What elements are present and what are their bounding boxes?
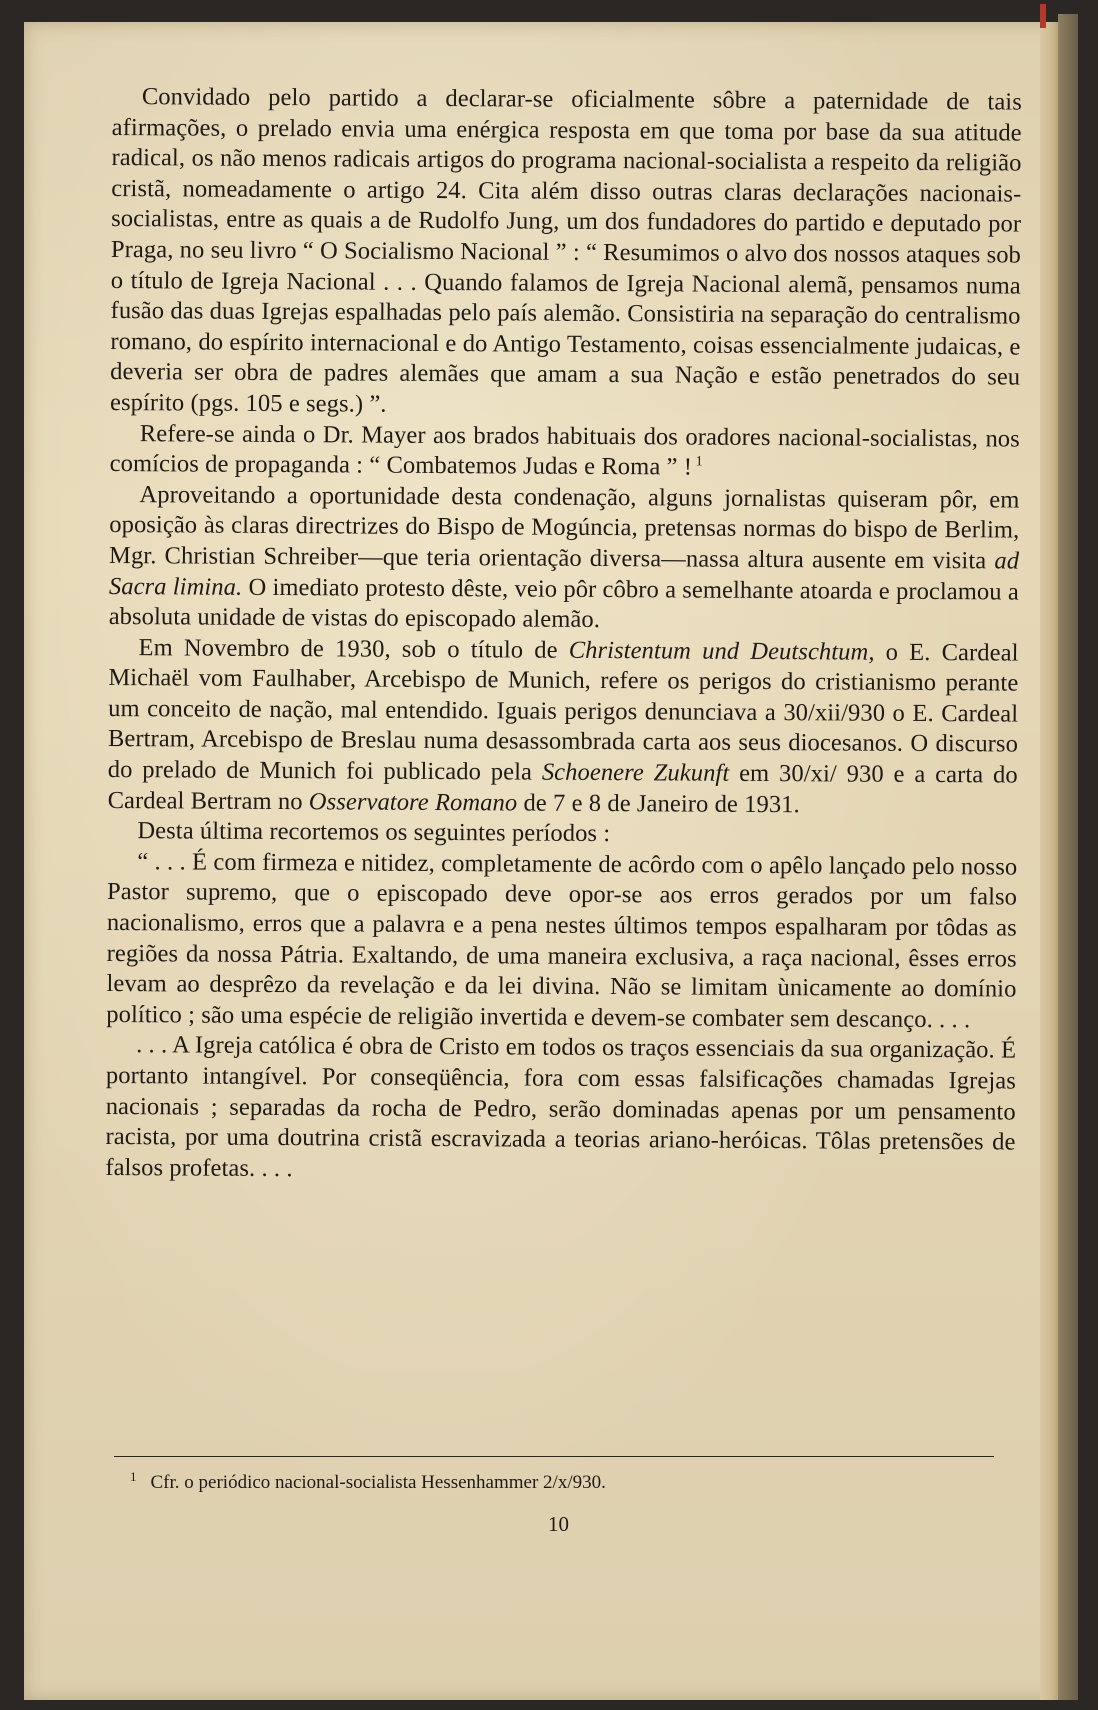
italic-text: Christentum und Deutschtum, (568, 636, 875, 666)
text-segment: Desta última recortemos os seguintes períodos : (137, 817, 611, 848)
italic-text: Schoenere Zukunft (541, 758, 730, 787)
paragraph (106, 847, 1017, 1036)
text-segment: Refere-se ainda o Dr. Mayer aos brados habituais dos oradores nacional-socialistas, nos comícios de propaganda : “ Combatemos Judas e Roma ” ! (109, 419, 1020, 481)
text-segment: em 30/xi/ 930 e a carta do Cardeal Bertram no (107, 759, 1018, 815)
bookmark-ribbon (1040, 4, 1046, 28)
text-segment: o E. Cardeal Michaël vom Faulhaber, Arcebispo de Munich, refere os perigos do cristianismo perante um conceito de nação, mal entendido. Iguais perigos denunciava a 30/xii/930 o E. Cardeal Bertram, Arcebispo de Breslau numa desassombrada carta aos seus diocesanos. O discurso do prelado de Munich foi publicado pela (107, 638, 1019, 786)
text-segment: “ . . . É com firmeza e nitidez, completamente de acôrdo com o apêlo lançado pelo nosso Pastor supremo, que o episcopado deve opor-se aos erros gerados por um falso nacionalismo, erros que a palavra e a pena nestes últimos tempos espalharam por tôdas as regiões da nossa Pátria. Exaltando, de uma maneira exclusiva, a raça nacional, êsses erros levam ao desprêzo da revelação e da lei divina. Não se limitam ùnicamente ao domínio político ; são uma espécie de religião invertida e devem-se combater sem descanço. . . . (106, 848, 1018, 1034)
paragraph (109, 480, 1020, 639)
text-segment: Convidado pelo partido a declarar-se oficialmente sôbre a paternidade de tais afirmações, o prelado envia uma enérgica resposta em que toma por base da sua atitude radical, os não menos radicais artigos do programa nacional-socialista a respeito da religião cristã, nomeadamente o artigo 24. Cita além disso outras claras declarações nacionais-socialistas, entre as quais a de Rudolfo Jung, um dos fundadores do partido e deputado por Praga, no seu livro “ O Socialismo Nacional ” : “ Resumimos o alvo dos nossos ataques sob o título de Igreja Nacional . . . Quando falamos de Igreja Nacional alemã, pensamos numa fusão das duas Igrejas espalhadas pelo país alemão. Consistiria na separação do centralismo romano, do espírito internacional e do Antigo Testamento, coisas essencialmente judaicas, e deveria ser obra de padres alemães que amam a sua Nação e estão penetrados do seu espírito (pgs. 105 e segs.) ”. (109, 83, 1022, 418)
book-binding-edge (1058, 14, 1078, 1700)
text-segment: . . . A Igreja católica é obra de Cristo em todos os traços essenciais da sua organização. É portanto intangível. Por conseqüência, fora com essas falsificações chamadas Igrejas nacionais ; separadas da rocha de Pedro, serão dominadas apenas por um pensamento racista, por uma doutrina cristã escravizada a teorias ariano-heróicas. Tôlas pretensões de falsos profetas. . . . (105, 1031, 1017, 1182)
text-segment: Em Novembro de 1930, sob o título de (138, 633, 569, 664)
text-segment: de 7 e 8 de Janeiro de 1931. (517, 789, 800, 818)
paragraph (105, 1030, 1016, 1189)
italic-text: Osservatore Romano (308, 787, 518, 817)
body-text (105, 82, 1022, 1189)
paragraph (110, 419, 1020, 486)
footnote-text: Cfr. o periódico nacional-socialista Hessenhammer 2/x/930. (150, 1472, 606, 1493)
footnote-marker: 1 (130, 1468, 137, 1484)
paragraph (108, 633, 1019, 822)
text-segment: O imediato protesto dêste, veio pôr côbro a semelhante atoarda e proclamou a absoluta unidade de vistas do episcopado alemão. (108, 573, 1019, 634)
page-number: 10 (548, 1512, 569, 1536)
text-segment: Aproveitando a oportunidade desta condenação, alguns jornalistas quiseram pôr, em oposição às claras directrizes do Bispo de Mogúncia, pretensas normas do bispo de Berlim, Mgr. Christian Schreiber—que teria orientação diversa—nassa altura ausente em visita (109, 480, 1020, 575)
paragraph (110, 82, 1022, 424)
footnote (130, 1468, 1030, 1496)
footnote-reference: 1 (692, 454, 703, 470)
page-edge (1040, 22, 1058, 1700)
footnote-divider (114, 1456, 994, 1457)
italic-text: ad Sacra limina. (108, 547, 1020, 601)
